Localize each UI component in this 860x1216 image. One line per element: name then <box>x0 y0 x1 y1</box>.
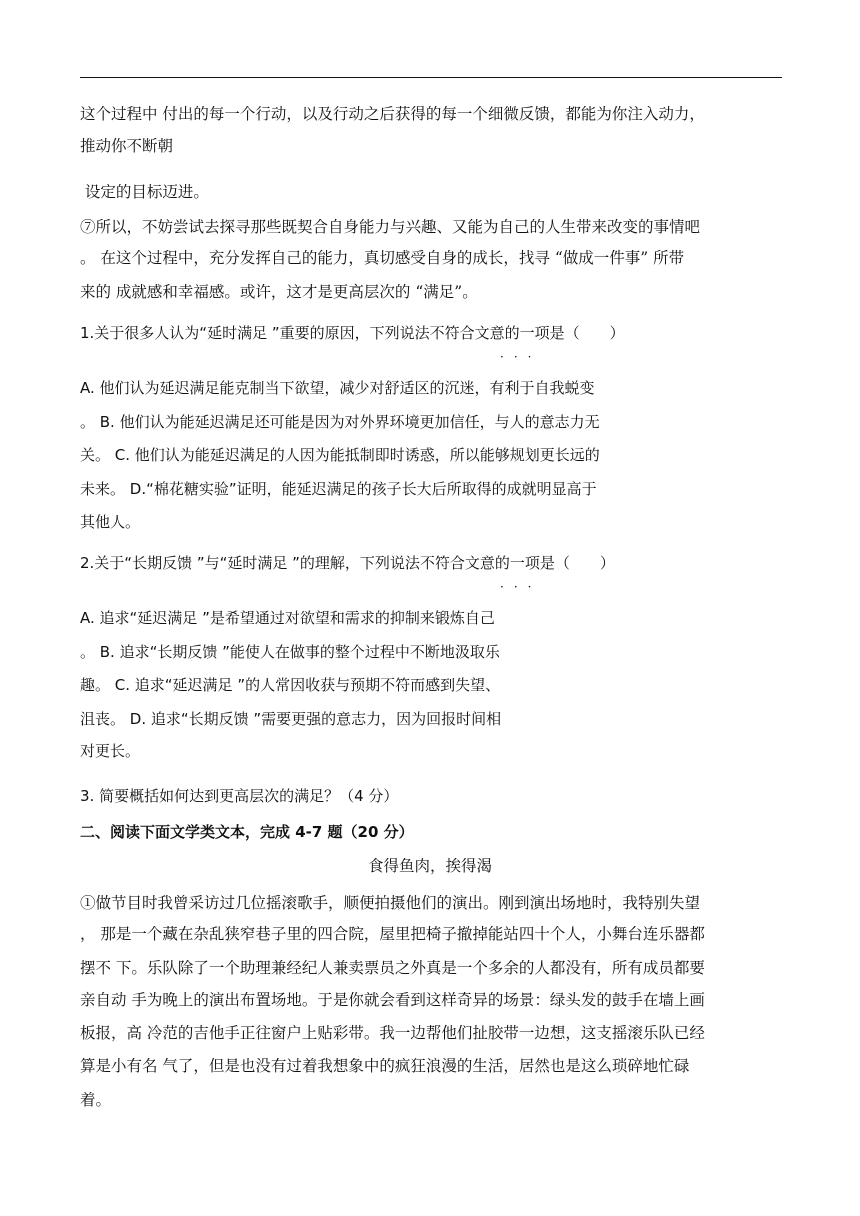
question-1-option-line: 。 B. 他们认为能延迟满足还可能是因为对外界环境更加信任，与人的意志力无 <box>80 413 600 431</box>
passage-line: 摆不 下。乐队除了一个助理兼经纪人兼卖票员之外真是一个多余的人都没有，所有成员都要 <box>80 959 705 977</box>
passage-line: 设定的目标迈进。 <box>80 183 209 201</box>
question-2-option-line: 趣。 C. 追求“延迟满足 ”的人常因收获与预期不符而感到失望、 <box>80 676 501 694</box>
passage-line: 。 在这个过程中，充分发挥自己的能力，真切感受自身的成长，找寻 “做成一件事” 所带 <box>80 249 685 267</box>
question-1-stem: 1.关于很多人认为“延时满足 ”重要的原因，下列说法不符合文意的一项是（ ） <box>80 324 625 342</box>
passage-line: ①做节目时我曾采访过几位摇滚歌手，顺便拍摄他们的演出。刚到演出场地时，我特别失望 <box>80 894 701 912</box>
question-1-option-line: 未来。 D.“棉花糖实验”证明，能延迟满足的孩子长大后所取得的成就明显高于 <box>80 480 597 498</box>
emphasis-dots: ··· <box>500 580 542 594</box>
passage-line: 亲自动 手为晚上的演出布置场地。于是你就会看到这样奇异的场景：绿头发的鼓手在墙上画 <box>80 991 705 1009</box>
question-2-option-line: 对更长。 <box>80 742 141 760</box>
emphasis-dots: ··· <box>500 350 542 364</box>
question-2-option-line: 。 B. 追求“长期反馈 ”能使人在做事的整个过程中不断地汲取乐 <box>80 643 500 661</box>
question-1-option-line: 关。 C. 他们认为能延迟满足的人因为能抵制即时诱惑，所以能够规划更长远的 <box>80 446 600 464</box>
question-2-option-line: A. 追求“延迟满足 ”是希望通过对欲望和需求的抑制来锻炼自己 <box>80 609 495 627</box>
question-1-option-line: 其他人。 <box>80 513 141 531</box>
question-1-option-line: A. 他们认为延迟满足能克制当下欲望，减少对舒适区的沉迷，有利于自我蜕变 <box>80 379 595 397</box>
passage-line: 推动你不断朝 <box>80 137 174 155</box>
question-3-stem: 3. 简要概括如何达到更高层次的满足？（4 分） <box>80 787 399 805</box>
passage-line: 着。 <box>80 1091 112 1109</box>
passage-line: ⑦所以，不妨尝试去探寻那些既契合自身能力与兴趣、又能为自己的人生带来改变的事情吧 <box>80 218 701 236</box>
header-rule <box>80 77 782 78</box>
passage-line: 这个过程中 付出的每一个行动，以及行动之后获得的每一个细微反馈，都能为你注入动力， <box>80 105 705 123</box>
passage-title: 食得鱼肉，挨得渴 <box>367 857 492 875</box>
question-2-option-line: 沮丧。 D. 追求“长期反馈 ”需要更强的意志力，因为回报时间相 <box>80 710 502 728</box>
passage-line: 板报，高 冷范的吉他手正往窗户上贴彩带。我一边帮他们扯胶带一边想，这支摇滚乐队已经 <box>80 1024 705 1042</box>
passage-line: ， 那是一个藏在杂乱狭窄巷子里的四合院，屋里把椅子撤掉能站四十个人，小舞台连乐器都 <box>80 925 705 943</box>
passage-line: 算是小有名 气了，但是也没有过着我想象中的疯狂浪漫的生活，居然也是这么琐碎地忙碌 <box>80 1057 690 1075</box>
section-heading: 二、阅读下面文学类文本，完成 4-7 题（20 分） <box>80 823 414 841</box>
passage-line: 来的 成就感和幸福感。或许，这才是更高层次的 “满足”。 <box>80 283 478 301</box>
question-2-stem: 2.关于“长期反馈 ”与“延时满足 ”的理解，下列说法不符合文意的一项是（ ） <box>80 554 615 572</box>
